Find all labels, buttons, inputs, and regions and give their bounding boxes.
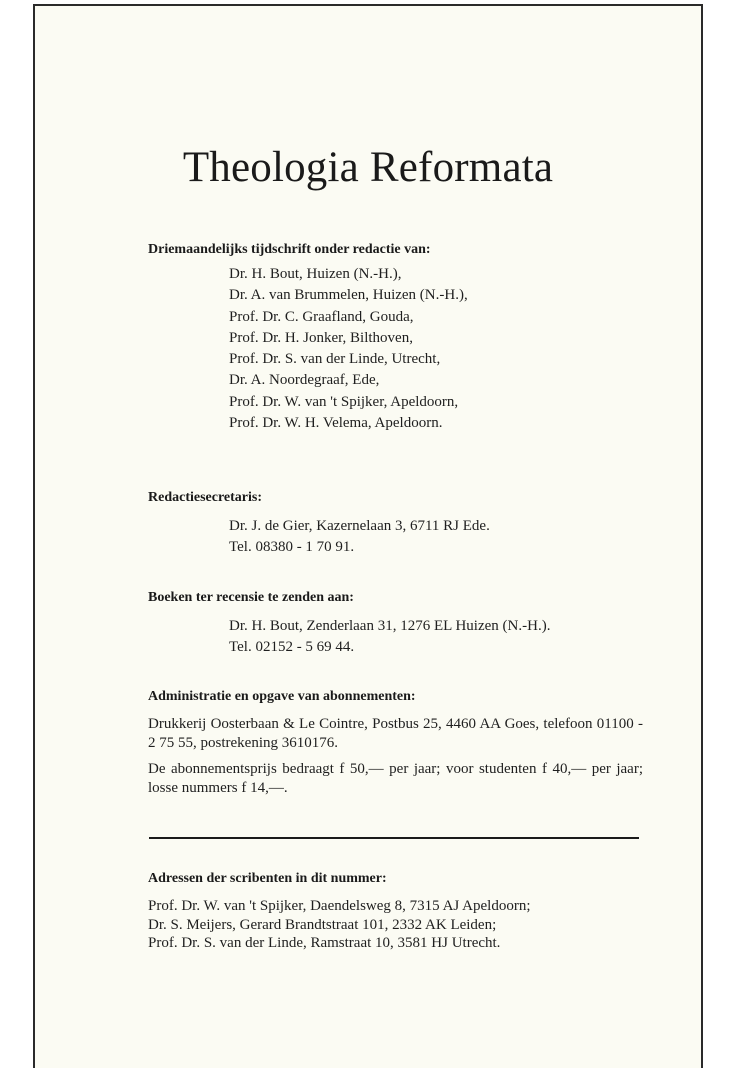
secretary-line: Dr. J. de Gier, Kazernelaan 3, 6711 RJ Ede.	[229, 518, 490, 534]
secretary-section	[148, 488, 643, 559]
secretary-lines	[229, 516, 724, 559]
author-address: Prof. Dr. S. van der Linde, Ramstraat 10, 3581 HJ Utrecht.	[148, 935, 501, 951]
books-heading: Boeken ter recensie te zenden aan:	[148, 590, 354, 605]
journal-page	[33, 4, 703, 1068]
authors-heading: Adressen der scribenten in dit nummer:	[148, 871, 387, 886]
editor-item: Prof. Dr. W. van 't Spijker, Apeldoorn,	[229, 393, 459, 410]
author-address: Dr. S. Meijers, Gerard Brandtstraat 101, 2332 AK Leiden;	[148, 916, 497, 933]
authors-section	[148, 869, 643, 953]
editor-item: Prof. Dr. W. H. Velema, Apeldoorn.	[229, 415, 443, 432]
editor-item: Prof. Dr. C. Graafland, Gouda,	[229, 308, 414, 325]
books-lines	[229, 616, 724, 659]
author-address: Prof. Dr. W. van 't Spijker, Daendelsweg 8, 7315 AJ Apeldoorn;	[148, 898, 531, 914]
books-section	[148, 588, 643, 659]
editor-item: Prof. Dr. H. Jonker, Bilthoven,	[229, 329, 413, 346]
editor-item: Dr. A. Noordegraaf, Ede,	[229, 372, 380, 389]
editors-heading: Driemaandelijks tijdschrift onder redactie van:	[148, 242, 431, 257]
administration-heading: Administratie en opgave van abonnementen:	[148, 689, 416, 704]
editors-list	[229, 264, 724, 434]
section-divider	[149, 837, 639, 839]
editors-section	[148, 240, 643, 434]
administration-address: Drukkerij Oosterbaan & Le Cointre, Postbus 25, 4460 AA Goes, telefoon 01100 - 2 75 55, postrekening 3610176.	[148, 716, 643, 751]
books-line: Tel. 02152 - 5 69 44.	[229, 639, 355, 656]
authors-list	[148, 897, 643, 953]
secretary-heading: Redactiesecretaris:	[148, 490, 263, 505]
editor-item: Prof. Dr. S. van der Linde, Utrecht,	[229, 351, 441, 368]
journal-title: Theologia Reformata	[182, 144, 554, 191]
subscription-prices: De abonnementsprijs bedraagt f 50,— per jaar; voor studenten f 40,— per jaar; losse nummers f 14,—.	[148, 761, 643, 796]
secretary-line: Tel. 08380 - 1 70 91.	[229, 539, 355, 556]
books-line: Dr. H. Bout, Zenderlaan 31, 1276 EL Huizen (N.-H.).	[229, 618, 551, 634]
editor-item: Dr. A. van Brummelen, Huizen (N.-H.),	[229, 287, 468, 304]
editor-item: Dr. H. Bout, Huizen (N.-H.),	[229, 266, 402, 282]
administration-section	[148, 687, 643, 797]
